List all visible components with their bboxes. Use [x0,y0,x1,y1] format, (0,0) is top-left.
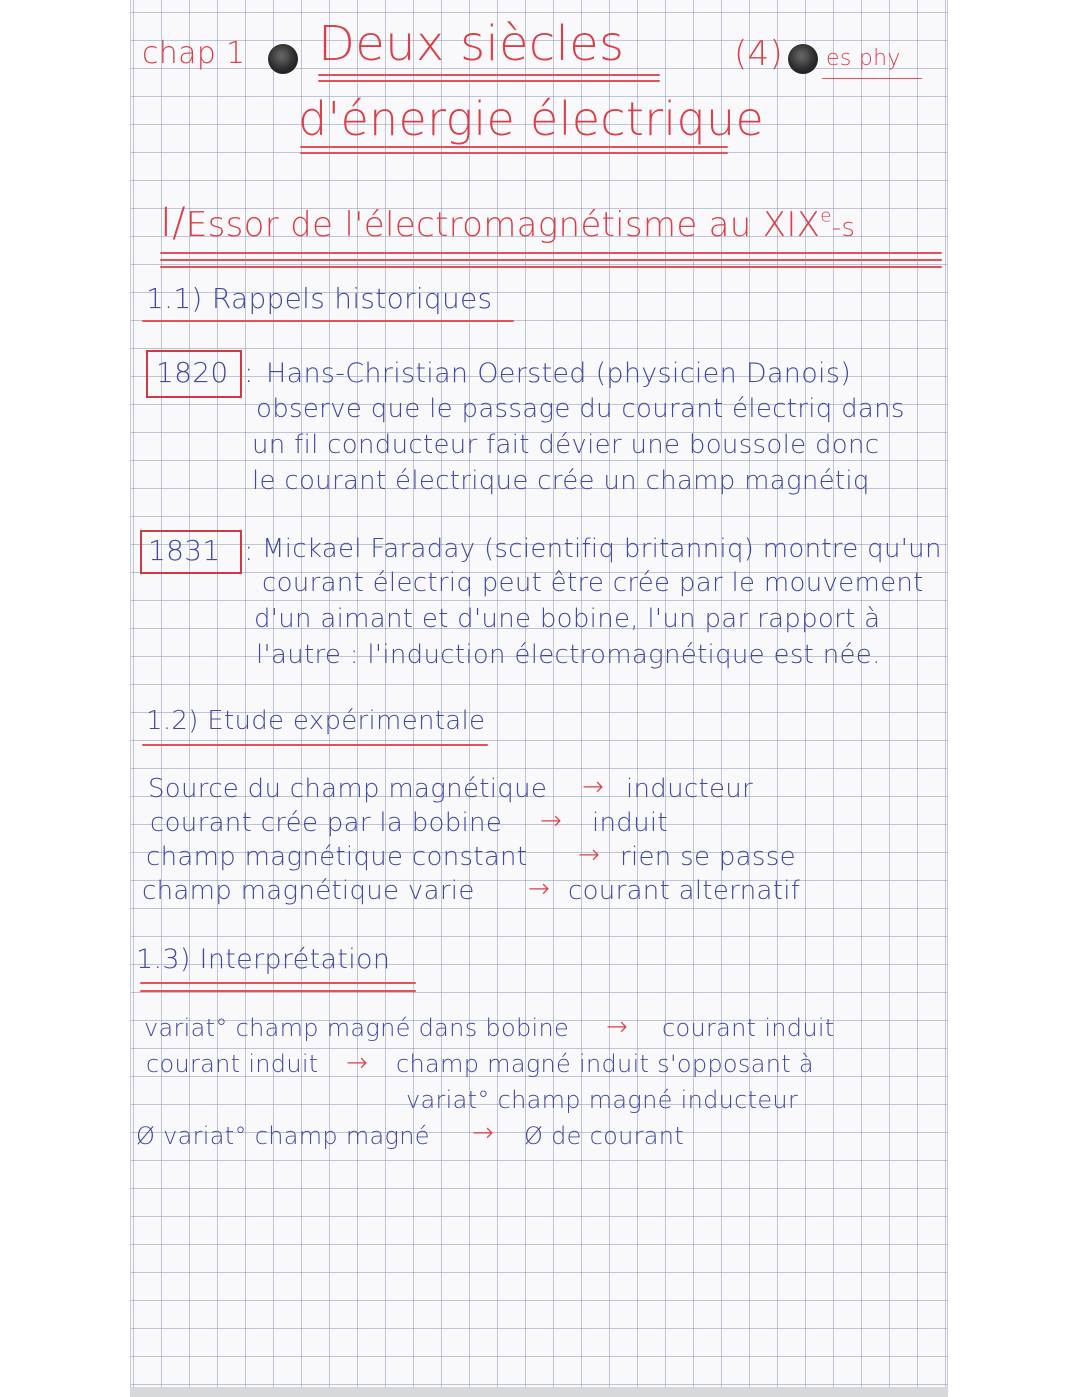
experiment-row-2-left: courant crée par la bobine [150,808,503,838]
arrow-icon: → [472,1118,495,1148]
entry-1820-line-4: le courant électrique crée un champ magnétiq [252,466,870,496]
badge-label: (4) [734,34,784,74]
subsection-1-2-heading: 1.2) Etude expérimentale [146,706,486,736]
year-1831: 1831 [148,534,221,567]
scan-bottom-edge [130,1387,948,1397]
section-1-underline-a [160,252,942,254]
experiment-row-4-right: courant alternatif [568,876,801,906]
arrow-icon: → [582,772,605,802]
year-1820: 1820 [156,356,229,389]
arrow-icon: → [606,1012,629,1042]
colon-1820: : [244,356,254,389]
entry-1831-line-1: Mickael Faraday (scientifiq britanniq) montre qu'un [262,534,942,564]
arrow-icon: → [528,874,551,904]
section-1-title [160,200,855,246]
interpretation-row-4-right: Ø de courant [524,1122,685,1150]
experiment-row-1-right: inducteur [626,774,754,804]
entry-1820-line-3: un fil conducteur fait dévier une boussole donc [252,430,880,460]
title-underline-1a [318,74,660,76]
subsection-1-1-heading: 1.1) Rappels historiques [146,282,493,315]
arrow-icon: → [346,1048,369,1078]
subject-label: es phy [826,46,901,71]
colon-1831: : [244,534,254,567]
interpretation-row-2-right: champ magné induit s'opposant à [396,1050,814,1078]
interpretation-row-1-left: variat° champ magné dans bobine [144,1014,570,1042]
subsection-1-1-underline [142,320,514,322]
title-underline-1b [318,80,660,82]
title-line-2: d'énergie électrique [298,92,765,146]
arrow-icon: → [578,840,601,870]
title-underline-2b [300,152,728,154]
section-1-number: I/ [160,200,186,246]
binder-hole-left [268,44,298,74]
subject-underline [822,78,922,79]
interpretation-row-1-right: courant induit [662,1014,835,1042]
entry-1820-line-2: observe que le passage du courant électriq dans [256,394,905,424]
arrow-icon: → [540,806,563,836]
interpretation-row-3-right: variat° champ magné inducteur [406,1086,799,1114]
interpretation-row-4-left: Ø variat° champ magné [136,1122,430,1150]
subsection-1-2-underline [142,744,488,746]
interpretation-row-2-left: courant induit [146,1050,319,1078]
section-1-underline-b [160,259,942,261]
experiment-row-3-right: rien se passe [620,842,796,872]
subsection-1-3-underline-b [140,990,416,992]
binder-hole-right [788,44,818,74]
subsection-1-3-heading: 1.3) Interprétation [136,944,391,975]
chapter-label: chap 1 [142,36,246,71]
title-underline-2a [300,146,728,148]
experiment-row-2-right: induit [592,808,668,838]
experiment-row-3-left: champ magnétique constant [146,842,528,872]
experiment-row-4-left: champ magnétique varie [142,876,475,906]
subsection-1-3-underline-a [140,982,416,984]
section-1-text: Essor de l'électromagnétisme au XIX [185,205,821,245]
entry-1831-line-2: courant électriq peut être crée par le mouvement [262,568,924,598]
entry-1831-line-3: d'un aimant et d'une bobine, l'un par rapport à [254,604,881,634]
entry-1820-line-1: Hans-Christian Oersted (physicien Danois) [266,358,852,389]
entry-1831-line-4: l'autre : l'induction électromagnétique est née. [256,640,881,670]
section-1-underline-c [160,266,942,268]
experiment-row-1-left: Source du champ magnétique [148,774,548,804]
section-1-superscript: e [820,205,832,227]
title-line-1: Deux siècles [318,16,625,72]
section-1-tail: -s [831,213,856,243]
